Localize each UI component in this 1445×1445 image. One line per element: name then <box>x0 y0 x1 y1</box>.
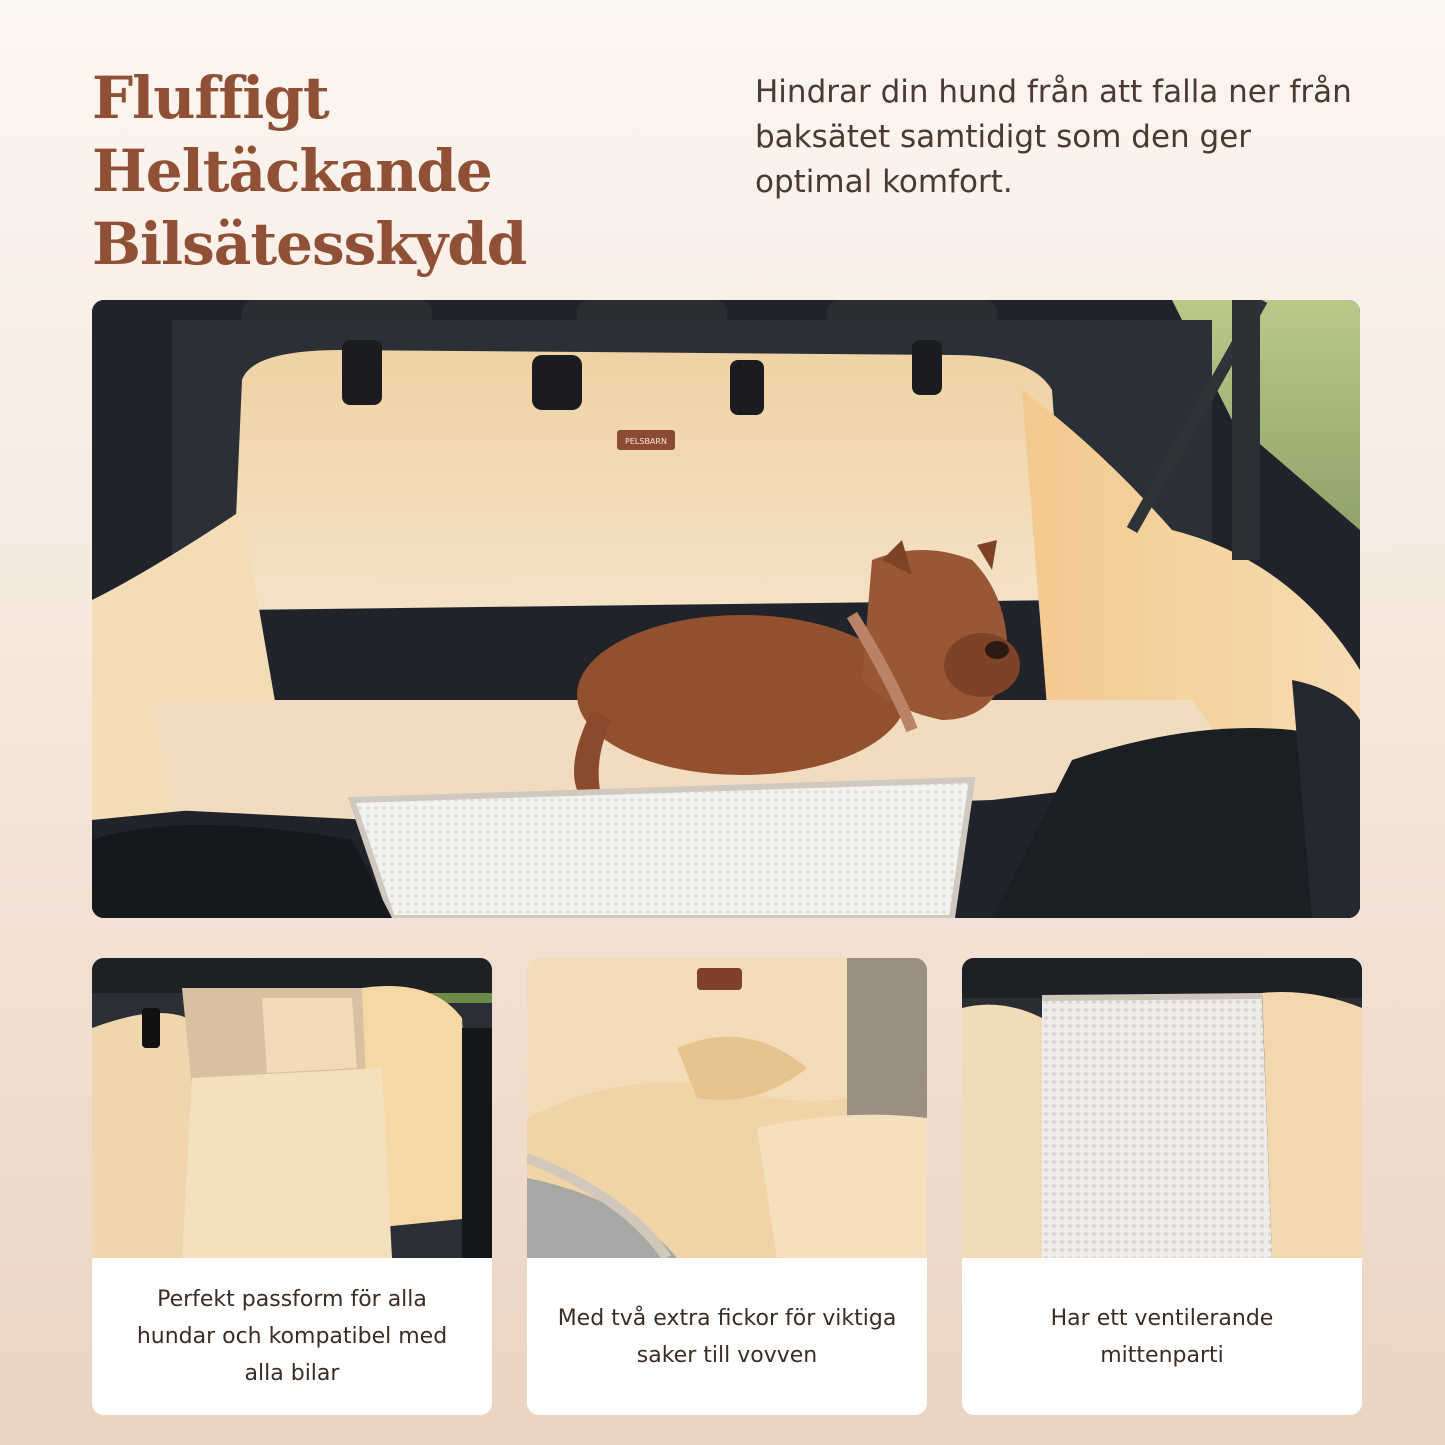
feature-card-mesh <box>962 958 1362 1415</box>
feature-photo-mesh <box>962 958 1362 1258</box>
feature-text-mesh: Har ett ventilerande mittenparti <box>1050 1305 1274 1368</box>
feature-photo-pockets <box>527 958 927 1258</box>
feature-photo-fit <box>92 958 492 1258</box>
feature-card-fit <box>92 958 492 1415</box>
hero-seat-illustration <box>92 300 1360 918</box>
hero-photo <box>92 300 1360 918</box>
page-headline <box>92 62 652 281</box>
headline-line-1: Fluffigt <box>92 64 329 132</box>
feature-text-pockets: Med två extra fickor för viktiga saker till vovven <box>557 1305 897 1368</box>
headline-line-2: Heltäckande <box>92 137 492 205</box>
feature-card-pockets <box>527 958 927 1415</box>
feature-text-fit: Perfekt passform för alla hundar och kompatibel med alla bilar <box>136 1287 448 1386</box>
headline-line-3: Bilsätesskydd <box>92 210 527 278</box>
hero-label-tag: PELSBARN <box>625 437 667 446</box>
intro-text: Hindrar din hund från att falla ner från baksätet samtidigt som den ger optimal komfort. <box>755 74 1352 200</box>
